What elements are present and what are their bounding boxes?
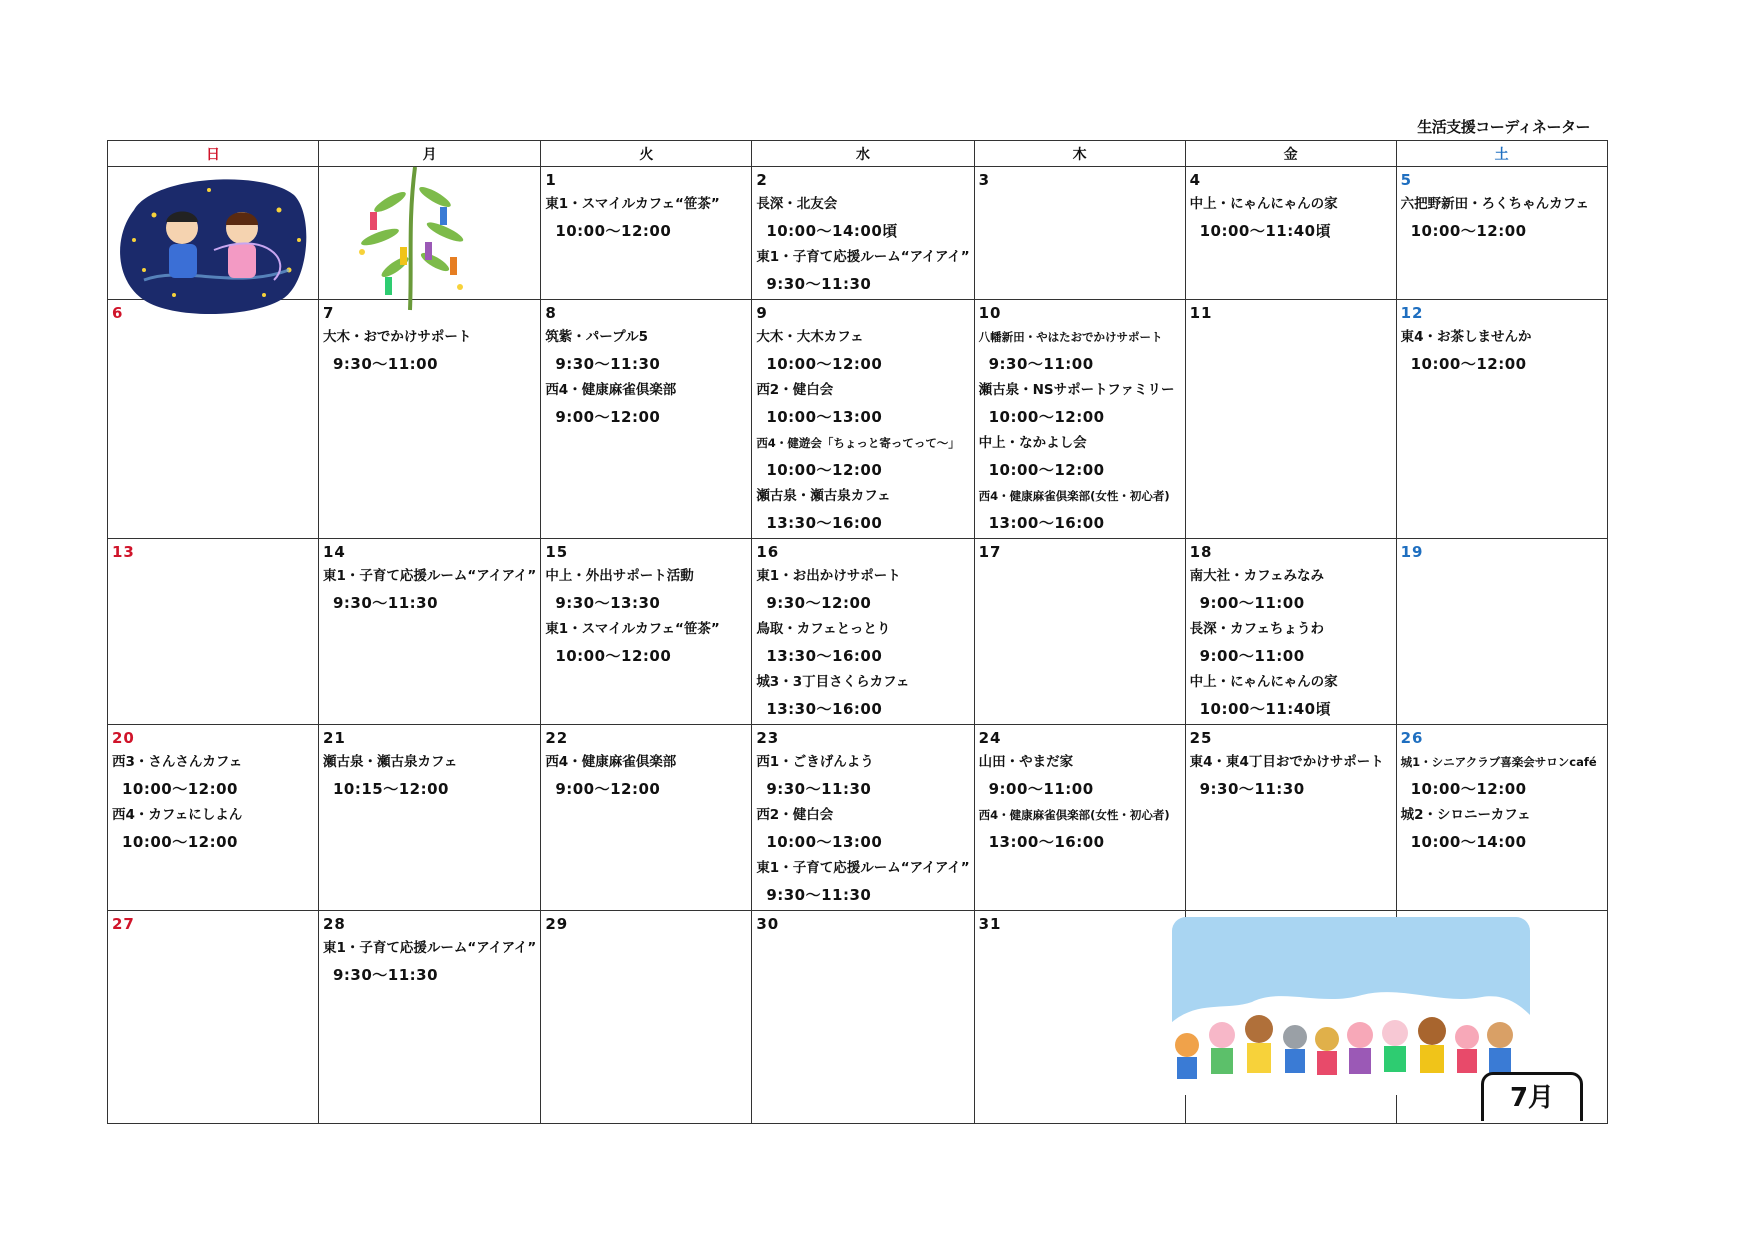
event-name: 西1・ごきげんよう — [756, 754, 874, 770]
event-name: 東1・スマイルカフェ“笹茶” — [545, 621, 720, 637]
day-cell — [541, 167, 752, 300]
day-number: 29 — [545, 915, 569, 933]
week-row — [108, 539, 1608, 725]
day-cell — [1185, 539, 1396, 725]
day-cell — [319, 725, 541, 911]
event-time: 10:00～14:00 — [1410, 832, 1527, 851]
event-time: 10:00～12:00 — [122, 779, 238, 798]
day-cell — [108, 911, 319, 1124]
day-cell — [108, 725, 319, 911]
event-name: 西4・健遊会「ちょっと寄ってって～」 — [756, 436, 960, 450]
weekday-wed: 水 — [752, 141, 974, 167]
day-number: 9 — [756, 304, 768, 322]
day-cell — [1396, 300, 1607, 539]
day-number: 31 — [978, 915, 1002, 933]
event-time: 10:00～12:00 — [988, 407, 1105, 426]
day-number: 24 — [978, 729, 1002, 747]
event-name: 筑紫・パープル5 — [545, 329, 648, 345]
day-cell — [752, 539, 974, 725]
week-row — [108, 725, 1608, 911]
day-cell — [1396, 539, 1607, 725]
day-cell — [974, 725, 1185, 911]
day-cell — [319, 539, 541, 725]
event-time: 9:00～12:00 — [555, 407, 661, 426]
event-name: 東4・お茶しませんか — [1400, 329, 1532, 345]
day-cell — [1396, 725, 1607, 911]
event-name: 中上・にゃんにゃんの家 — [1189, 674, 1338, 690]
event-time: 10:00～12:00 — [122, 832, 238, 851]
day-number: 20 — [112, 729, 135, 747]
day-number: 6 — [112, 304, 124, 322]
day-cell — [974, 911, 1185, 1124]
event-name: 東1・子育て応援ルーム“アイアイ” — [323, 940, 537, 956]
day-number: 14 — [323, 543, 346, 561]
animals-holding-hands-illustration — [1162, 917, 1532, 1095]
event-time: 10:15～12:00 — [333, 779, 449, 798]
day-cell — [752, 725, 974, 911]
day-number: 2 — [756, 171, 768, 189]
day-cell — [752, 167, 974, 300]
event-name: 西4・健康麻雀倶楽部(女性・初心者) — [978, 489, 1170, 503]
month-label: 7月 — [1481, 1072, 1583, 1121]
event-time: 10:00～13:00 — [766, 832, 883, 851]
event-name: 西3・さんさんカフェ — [112, 754, 243, 770]
event-time: 10:00～12:00 — [766, 460, 883, 479]
weekday-mon: 月 — [319, 141, 541, 167]
day-number: 23 — [756, 729, 780, 747]
event-name: 鳥取・カフェとっとり — [756, 621, 891, 637]
day-cell — [108, 300, 319, 539]
event-time: 9:00～12:00 — [555, 779, 661, 798]
event-time: 13:30～16:00 — [766, 699, 883, 718]
event-time: 9:00～11:00 — [1199, 593, 1305, 612]
day-number: 22 — [545, 729, 569, 747]
day-number: 5 — [1400, 171, 1413, 189]
day-cell — [1185, 167, 1396, 300]
event-time: 9:30～11:30 — [766, 885, 872, 904]
event-name: 東1・子育て応援ルーム“アイアイ” — [756, 249, 970, 265]
event-time: 13:00～16:00 — [988, 832, 1105, 851]
day-cell — [1185, 300, 1396, 539]
event-time: 9:30～11:30 — [333, 593, 439, 612]
week-row — [108, 167, 1608, 300]
event-time: 10:00～13:00 — [766, 407, 883, 426]
event-name: 瀬古泉・瀬古泉カフェ — [323, 754, 458, 770]
day-number: 11 — [1189, 304, 1213, 322]
day-cell — [974, 300, 1185, 539]
day-cell — [974, 167, 1185, 300]
event-name: 東1・子育て応援ルーム“アイアイ” — [756, 860, 970, 876]
weekday-tue: 火 — [541, 141, 752, 167]
event-name: 西2・健白会 — [756, 382, 834, 398]
event-time: 9:00～11:00 — [988, 779, 1094, 798]
day-cell — [319, 300, 541, 539]
day-cell — [319, 911, 541, 1124]
day-cell — [752, 300, 974, 539]
event-name: 中上・にゃんにゃんの家 — [1189, 196, 1338, 212]
day-number: 27 — [112, 915, 135, 933]
event-name: 大木・おでかけサポート — [323, 329, 472, 345]
day-number: 21 — [323, 729, 346, 747]
event-name: 西4・健康麻雀倶楽部 — [545, 754, 677, 770]
event-time: 10:00～14:00頃 — [766, 221, 898, 240]
event-name: 西4・健康麻雀倶楽部(女性・初心者) — [978, 808, 1170, 822]
event-time: 13:00～16:00 — [988, 513, 1105, 532]
day-cell — [1396, 167, 1607, 300]
event-name: 長深・北友会 — [756, 196, 838, 212]
event-name: 城2・シロニーカフェ — [1400, 807, 1531, 823]
day-cell — [752, 911, 974, 1124]
day-number: 26 — [1400, 729, 1424, 747]
event-name: 西4・健康麻雀倶楽部 — [545, 382, 677, 398]
event-time: 10:00～12:00 — [555, 646, 672, 665]
day-number: 19 — [1400, 543, 1424, 561]
day-number: 16 — [756, 543, 780, 561]
event-time: 9:30～11:30 — [766, 274, 872, 293]
event-name: 東4・東4丁目おでかけサポート — [1189, 754, 1384, 770]
event-name: 東1・子育て応援ルーム“アイアイ” — [323, 568, 537, 584]
event-time: 10:00～12:00 — [1410, 779, 1527, 798]
weekday-header-row — [108, 141, 1608, 167]
day-number: 10 — [978, 304, 1002, 322]
day-cell — [541, 300, 752, 539]
day-number: 3 — [978, 171, 991, 189]
day-number: 12 — [1400, 304, 1424, 322]
day-number: 17 — [978, 543, 1002, 561]
event-time: 10:00～11:40頃 — [1199, 699, 1332, 718]
event-time: 10:00～12:00 — [766, 354, 883, 373]
day-number: 15 — [545, 543, 569, 561]
event-time: 10:00～12:00 — [555, 221, 672, 240]
event-time: 10:00～12:00 — [1410, 221, 1527, 240]
bamboo-tanzaku-illustration — [340, 162, 480, 312]
day-number: 4 — [1189, 171, 1202, 189]
event-time: 9:30～11:30 — [1199, 779, 1305, 798]
day-cell — [1185, 725, 1396, 911]
day-number: 18 — [1189, 543, 1213, 561]
event-time: 13:30～16:00 — [766, 646, 883, 665]
event-name: 六把野新田・ろくちゃんカフェ — [1400, 196, 1589, 212]
weekday-sat: 土 — [1396, 141, 1607, 167]
event-time: 9:30～11:30 — [766, 779, 872, 798]
coordinator-label: 生活支援コーディネーター — [1417, 118, 1590, 136]
event-time: 13:30～16:00 — [766, 513, 883, 532]
day-cell — [541, 911, 752, 1124]
day-cell — [541, 539, 752, 725]
event-name: 東1・お出かけサポート — [756, 568, 901, 584]
event-time: 9:00～11:00 — [1199, 646, 1305, 665]
event-name: 瀬古泉・瀬古泉カフェ — [756, 488, 891, 504]
event-name: 城3・3丁目さくらカフェ — [756, 674, 910, 690]
day-number: 13 — [112, 543, 135, 561]
event-name: 南大社・カフェみなみ — [1189, 568, 1324, 584]
event-time: 9:30～11:30 — [333, 965, 439, 984]
event-name: 中上・外出サポート活動 — [545, 568, 694, 584]
event-name: 長深・カフェちょうわ — [1189, 621, 1324, 637]
event-name: 山田・やまだ家 — [978, 754, 1074, 770]
event-name: 東1・スマイルカフェ“笹茶” — [545, 196, 720, 212]
week-row — [108, 300, 1608, 539]
day-number: 1 — [545, 171, 557, 189]
day-number: 25 — [1189, 729, 1213, 747]
weekday-thu: 木 — [974, 141, 1185, 167]
day-cell — [108, 539, 319, 725]
day-number: 8 — [545, 304, 557, 322]
tanabata-couple-illustration — [114, 170, 312, 318]
event-time: 9:30～11:30 — [555, 354, 661, 373]
day-number: 30 — [756, 915, 780, 933]
day-number: 7 — [323, 304, 335, 322]
event-name: 城1・シニアクラブ喜楽会サロンcafé — [1400, 755, 1597, 769]
event-time: 9:30～11:00 — [988, 354, 1094, 373]
day-cell — [541, 725, 752, 911]
event-time: 10:00～12:00 — [988, 460, 1105, 479]
event-name: 西2・健白会 — [756, 807, 834, 823]
event-time: 9:30～12:00 — [766, 593, 872, 612]
event-name: 瀬古泉・NSサポートファミリー — [978, 382, 1175, 398]
event-name: 西4・カフェにしよん — [112, 807, 243, 823]
weekday-sun: 日 — [108, 141, 319, 167]
event-name: 中上・なかよし会 — [978, 435, 1087, 451]
event-time: 9:30～13:30 — [555, 593, 661, 612]
event-time: 10:00～12:00 — [1410, 354, 1527, 373]
event-time: 10:00～11:40頃 — [1199, 221, 1332, 240]
event-name: 大木・大木カフェ — [756, 329, 864, 345]
event-name: 八幡新田・やはたおでかけサポート — [978, 330, 1163, 344]
day-cell — [974, 539, 1185, 725]
weekday-fri: 金 — [1185, 141, 1396, 167]
day-number: 28 — [323, 915, 346, 933]
event-time: 9:30～11:00 — [333, 354, 439, 373]
